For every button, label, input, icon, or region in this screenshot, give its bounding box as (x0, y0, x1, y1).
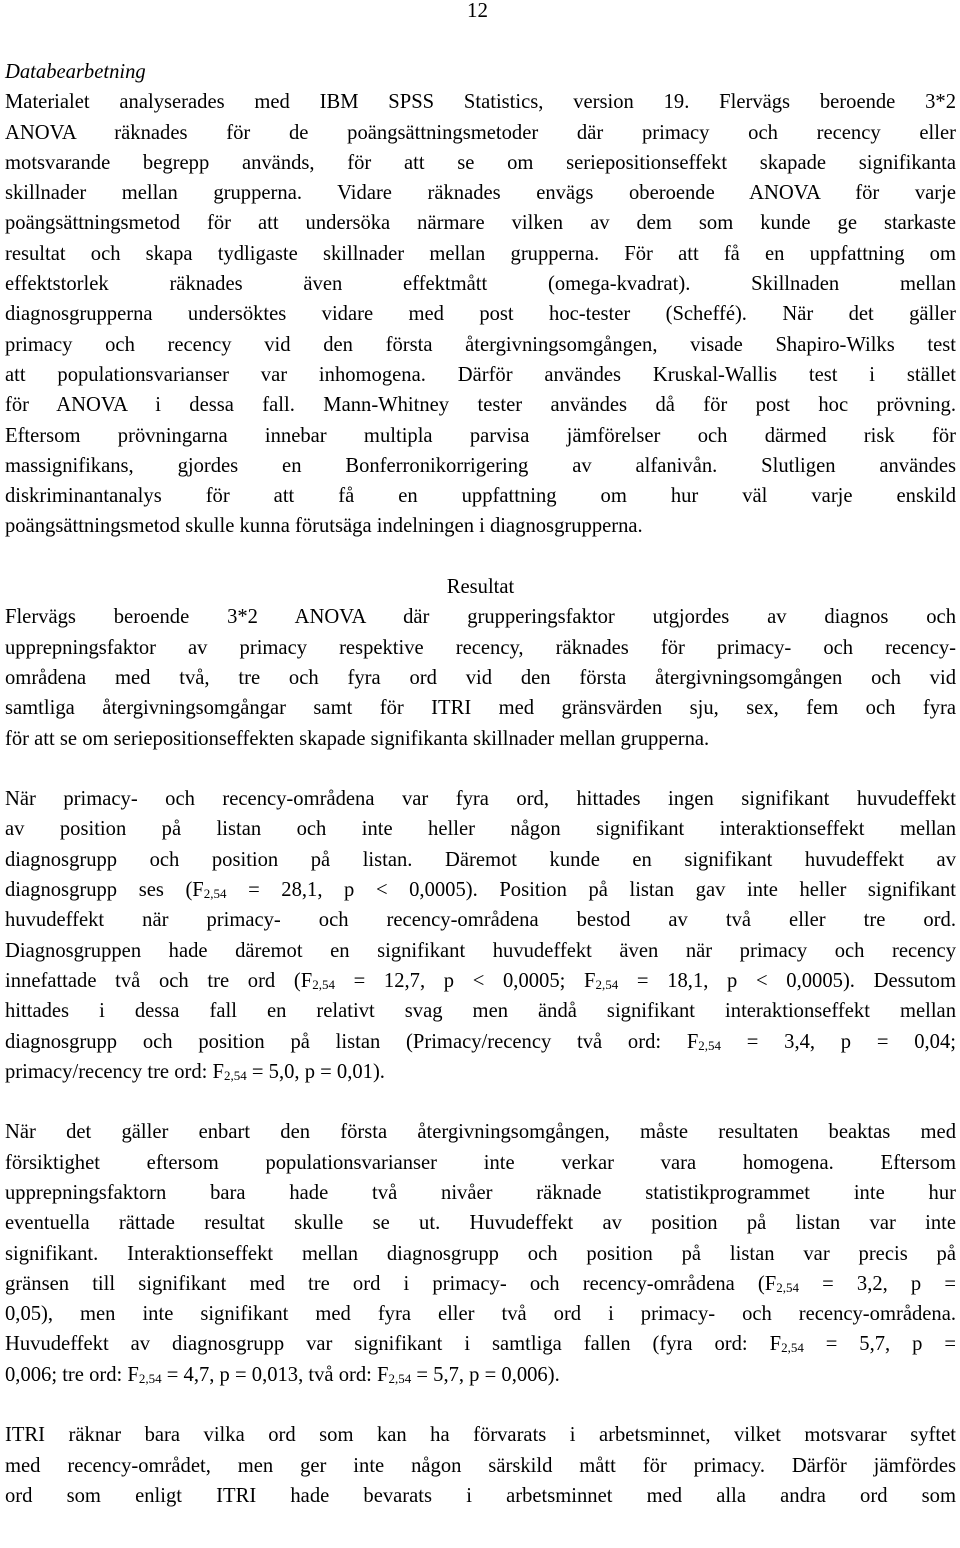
paragraph-resultat-1 (5, 602, 956, 753)
text-fragment: = 12,7, p < 0,0005; F (334, 969, 596, 992)
text-line (5, 1329, 956, 1359)
subscript: 2,54 (595, 976, 619, 992)
text-line (5, 1360, 956, 1390)
paragraph-resultat-2 (5, 784, 956, 1087)
text-fragment: = 5,0, p = 0,01). (246, 1060, 385, 1083)
text-line: När det gäller enbart den första återgivningsomgången, måste resultaten beaktas med (5, 1121, 956, 1144)
text-fragment: = 28,1, p < 0,0005). Position på listan gav inte heller signifikant (226, 879, 957, 902)
text-line (5, 1027, 956, 1057)
subscript: 2,54 (776, 1279, 799, 1295)
text-fragment: diagnosgrupp ses (F (5, 879, 204, 902)
text-line (5, 1269, 956, 1299)
page-number: 12 (467, 0, 488, 22)
text-line (5, 875, 956, 905)
text-line: effektstorlek räknades även effektmått (omega-kvadrat). Skillnaden mellan (5, 273, 956, 296)
text-line: eventuella rättade resultat skulle se ut. Huvudeffekt av position på listan var inte (5, 1212, 956, 1235)
text-line: 0,05), men inte signifikant med fyra eller två ord i primacy- och recency-områdena. (5, 1303, 956, 1326)
text-fragment: primacy/recency tre ord: F (5, 1060, 224, 1083)
text-line (5, 1057, 956, 1087)
subscript: 2,54 (388, 1370, 412, 1386)
text-line: områdena med två, tre och fyra ord vid den första återgivningsomgången och vid (5, 666, 956, 689)
text-line: skillnader mellan grupperna. Vidare räknades envägs oberoende ANOVA för varje (5, 182, 956, 205)
subscript: 2,54 (203, 886, 227, 902)
document-body (5, 57, 956, 1511)
text-fragment: innefattade två och tre ord (F (5, 969, 313, 992)
text-line: massignifikans, gjordes en Bonferronikorrigering av alfanivån. Slutligen användes (5, 454, 956, 477)
text-line: upprepningsfaktorn bara hade två nivåer räknade statistikprogrammet inte hur (5, 1181, 956, 1204)
section-heading-resultat: Resultat (446, 576, 515, 599)
subscript: 2,54 (698, 1037, 722, 1053)
text-line: upprepningsfaktor av primacy respektive recency, räknades för primacy- och recency- (5, 636, 956, 659)
text-fragment: = 3,2, p = (799, 1272, 956, 1295)
paragraph-resultat-3 (5, 1117, 956, 1390)
subscript: 2,54 (224, 1067, 247, 1083)
text-fragment: = 5,7, p = 0,006). (411, 1363, 560, 1386)
text-line: huvudeffekt när primacy- och recency-områdena bestod av två eller tre ord. (5, 909, 956, 932)
text-line: hittades i dessa fall en relativt svag men ändå signifikant interaktionseffekt mellan (5, 1000, 956, 1023)
text-line: diagnosgrupperna undersöktes vidare med post hoc-tester (Scheffé). När det gäller (5, 303, 956, 326)
text-fragment: = 5,7, p = (803, 1333, 956, 1356)
text-fragment: = 18,1, p < 0,0005). Dessutom (618, 969, 956, 992)
paragraph-resultat-4 (5, 1420, 956, 1511)
text-line: poängsättningsmetod skulle kunna förutsäga indelningen i diagnosgrupperna. (5, 515, 643, 538)
text-line: Flervägs beroende 3*2 ANOVA där grupperingsfaktor utgjordes av diagnos och (5, 606, 956, 629)
text-line: att populationsvarianser var inhomogena. Därför användes Kruskal-Wallis test i stället (5, 363, 956, 386)
text-line: resultat och skapa tydligaste skillnader mellan grupperna. För att få en uppfattning om (5, 242, 956, 265)
text-line: försiktighet eftersom populationsvarianser inte verkar vara homogena. Eftersom (5, 1151, 956, 1174)
subscript: 2,54 (138, 1370, 162, 1386)
text-fragment: Huvudeffekt av diagnosgrupp var signifikant i samtliga fallen (fyra ord: F (5, 1333, 782, 1356)
text-line: för ANOVA i dessa fall. Mann-Whitney tester användes då för post hoc prövning. (5, 394, 956, 417)
text-line: för att se om seriepositionseffekten skapade signifikanta skillnader mellan grupperna. (5, 727, 710, 750)
text-fragment: gränsen till signifikant med tre ord i primacy- och recency-områdena (F (5, 1272, 777, 1295)
text-line: signifikant. Interaktionseffekt mellan diagnosgrupp och position på listan var precis på (5, 1242, 956, 1265)
text-fragment: = 4,7, p = 0,013, två ord: F (161, 1363, 389, 1386)
text-line: primacy och recency vid den första återgivningsomgången, visade Shapiro-Wilks test (5, 333, 956, 356)
text-fragment: 0,006; tre ord: F (5, 1363, 139, 1386)
text-line: poängsättningsmetod för att undersöka närmare vilken av dem som kunde ge starkaste (5, 212, 956, 235)
text-line: Materialet analyserades med IBM SPSS Statistics, version 19. Flervägs beroende 3*2 (5, 91, 956, 114)
text-line: Diagnosgruppen hade däremot en signifikant huvudeffekt även när primacy och recency (5, 939, 956, 962)
text-line: motsvarande begrepp används, för att se om seriepositionseffekt skapade signifikanta (5, 151, 956, 174)
text-line: med recency-området, men ger inte någon särskild mått för primacy. Därför jämfördes (5, 1454, 956, 1477)
text-line: diskriminantanalys för att få en uppfattning om hur väl varje enskild (5, 485, 956, 508)
text-fragment: diagnosgrupp och position på listan (Primacy/recency två ord: F (5, 1030, 699, 1053)
text-line: ANOVA räknades för de poängsättningsmetoder där primacy och recency eller (5, 121, 956, 144)
section-heading-databearbetning: Databearbetning (5, 61, 146, 83)
subscript: 2,54 (781, 1340, 804, 1356)
text-fragment: = 3,4, p = 0,04; (721, 1030, 956, 1053)
paragraph-databearbetning (5, 87, 956, 541)
text-line (5, 966, 956, 996)
text-line: ord som enligt ITRI hade bevarats i arbetsminnet med alla andra ord som (5, 1484, 956, 1507)
text-line: ITRI räknar bara vilka ord som kan ha förvarats i arbetsminnet, vilket motsvarar syftet (5, 1424, 956, 1447)
text-line: diagnosgrupp och position på listan. Däremot kunde en signifikant huvudeffekt av (5, 848, 956, 871)
text-line: samtliga återgivningsomgångar samt för ITRI med gränsvärden sju, sex, fem och fyra (5, 697, 956, 720)
text-line: När primacy- och recency-områdena var fyra ord, hittades ingen signifikant huvudeffekt (5, 788, 956, 811)
text-line: av position på listan och inte heller någon signifikant interaktionseffekt mellan (5, 818, 956, 841)
subscript: 2,54 (312, 976, 335, 992)
text-line: Eftersom prövningarna innebar multipla parvisa jämförelser och därmed risk för (5, 424, 956, 447)
